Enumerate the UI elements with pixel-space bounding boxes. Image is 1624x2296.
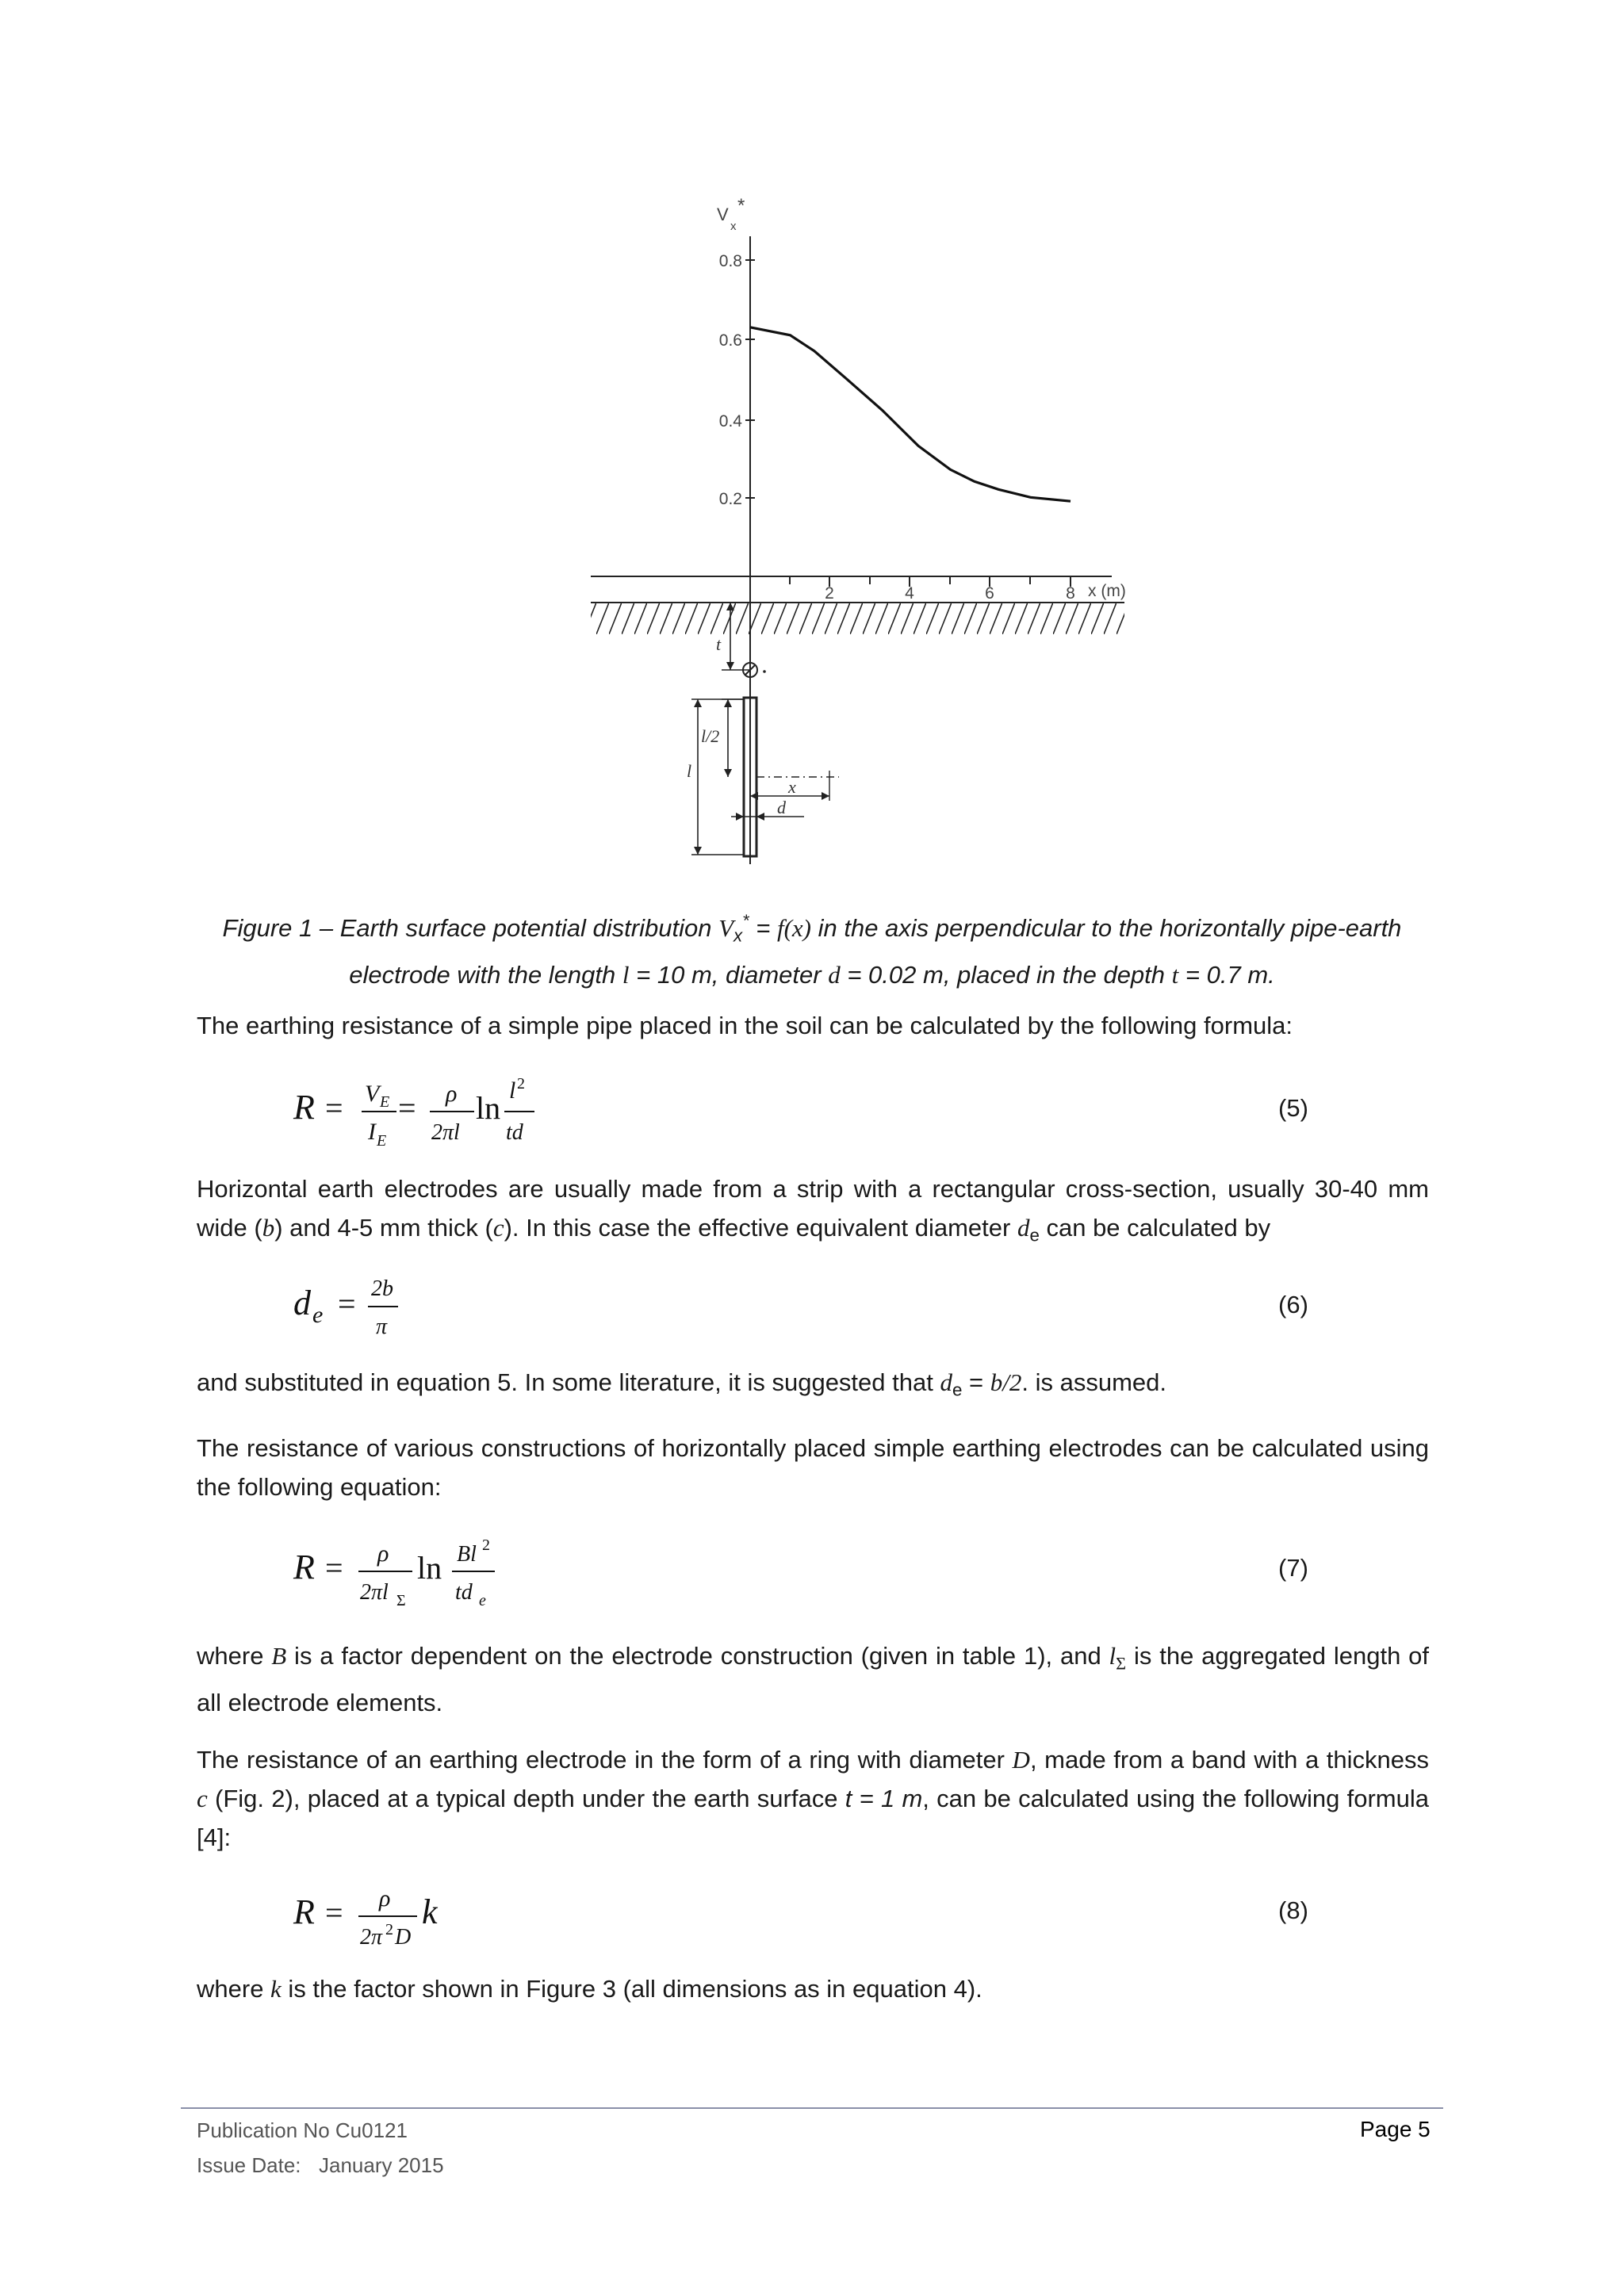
center-dot — [763, 670, 766, 673]
y-axis-label: V — [717, 205, 729, 224]
svg-text:td: td — [455, 1580, 473, 1605]
svg-text:E: E — [377, 1132, 387, 1150]
y-tick-label: 0.2 — [718, 490, 742, 508]
footer-issue-date: January 2015 — [319, 2153, 444, 2177]
svg-text:E: E — [380, 1093, 390, 1111]
potential-curve — [750, 327, 1071, 501]
half-length-arrow — [724, 699, 732, 707]
svg-text:l: l — [509, 1077, 516, 1104]
equation-7-number: (7) — [1278, 1554, 1308, 1582]
y-tick-label: 0.6 — [718, 331, 742, 350]
svg-text:Σ: Σ — [396, 1592, 406, 1609]
x-tick-label: 6 — [985, 584, 994, 603]
paragraph-6: The resistance of an earthing electrode in the form of a ring with diameter D, made from a band with a thickness c (Fig. 2), placed at a typical depth under the earth surface t = 1 m, can be calculated using the following formula [4]: — [197, 1746, 1429, 1851]
svg-text:td: td — [506, 1120, 523, 1145]
svg-text:k: k — [422, 1892, 438, 1931]
svg-text:V: V — [365, 1081, 380, 1107]
equation-8-number: (8) — [1278, 1896, 1308, 1924]
svg-text:=: = — [325, 1550, 343, 1586]
y-axis-label-sub: x — [730, 220, 737, 233]
svg-text:2: 2 — [517, 1075, 525, 1093]
dim-half-l-label: l/2 — [701, 726, 720, 746]
footer-rule — [181, 2107, 1443, 2109]
paragraph-1: The earthing resistance of a simple pipe placed in the soil can be calculated by the following formula: — [197, 1012, 1293, 1039]
footer-issue-label: Issue Date: — [197, 2153, 301, 2177]
svg-text:=: = — [398, 1090, 416, 1126]
svg-text:π: π — [376, 1314, 388, 1339]
svg-text:2: 2 — [385, 1921, 393, 1938]
svg-text:R: R — [293, 1548, 315, 1586]
svg-text:D: D — [395, 1925, 412, 1950]
length-arrow — [694, 847, 702, 855]
y-tick-label: 0.8 — [718, 252, 742, 270]
svg-text:2πl: 2πl — [431, 1120, 460, 1145]
half-length-arrow — [724, 769, 732, 777]
dim-x-label: x — [788, 777, 796, 797]
x-dim-arrow — [750, 792, 758, 800]
svg-text:2: 2 — [482, 1536, 490, 1554]
paragraph-4: The resistance of various constructions of horizontally placed simple earthing electrodes can be calculated using the following equation: — [197, 1434, 1429, 1501]
dim-l-label: l — [687, 761, 692, 781]
x-tick-label: 8 — [1066, 584, 1075, 603]
svg-text:2πl: 2πl — [360, 1580, 389, 1605]
svg-text:=: = — [325, 1090, 343, 1126]
svg-text:R: R — [293, 1892, 315, 1931]
equation-7 — [285, 1526, 523, 1613]
caption-line-1: Figure 1 – Earth surface potential distribution $V_x^* = f(x)$ in the axis perpendicular to the horizontally pipe-earth — [222, 910, 1402, 946]
page-number: Page 5 — [1360, 2117, 1431, 2141]
x-dim-arrow — [822, 792, 829, 800]
footer-publication: Publication No Cu0121 — [197, 2118, 408, 2142]
paragraph-2: Horizontal earth electrodes are usually made from a strip with a rectangular cross-section, usually 30-40 mm wide (b) and 4-5 mm thick (c). In this case the effective equivalent diameter $d_e$ can be calculated by — [197, 1175, 1429, 1246]
svg-text:Bl: Bl — [457, 1542, 477, 1567]
svg-text:R: R — [293, 1088, 315, 1127]
y-axis-label-sup: * — [737, 195, 745, 216]
equation-5 — [285, 1066, 547, 1154]
svg-text:I: I — [368, 1119, 376, 1145]
paragraph-7: where k is the factor shown in Figure 3 (all dimensions as in equation 4). — [197, 1975, 982, 2003]
dim-t-label: t — [716, 634, 722, 654]
svg-text:ρ: ρ — [446, 1081, 458, 1107]
caption-line-2: electrode with the length l = 10 m, diameter d = 0.02 m, placed in the depth t = 0.7 m. — [349, 960, 1275, 989]
x-tick-label: 4 — [905, 584, 914, 603]
equation-8 — [285, 1871, 476, 1958]
svg-text:e: e — [312, 1302, 324, 1328]
svg-text:2π: 2π — [360, 1925, 383, 1950]
figure-1 — [0, 0, 1624, 888]
figure-caption — [198, 901, 1426, 994]
svg-text:e: e — [479, 1592, 486, 1609]
svg-text:ln: ln — [476, 1090, 501, 1126]
svg-text:d: d — [293, 1284, 311, 1322]
dim-d-label: d — [777, 798, 786, 817]
equation-6 — [285, 1267, 428, 1346]
svg-text:=: = — [325, 1895, 343, 1931]
earth-hatching — [591, 603, 1124, 634]
depth-dim-arrow — [726, 662, 734, 670]
svg-text:ρ: ρ — [379, 1885, 391, 1911]
paragraph-5: where B is a factor dependent on the electrode construction (given in table 1), and $l_\Sigma$ is the aggregated length of all electrode elements. — [197, 1642, 1430, 1716]
length-arrow — [694, 699, 702, 707]
paragraph-3: and substituted in equation 5. In some literature, it is suggested that $d_e = b/2$. is assumed. — [197, 1368, 1166, 1400]
svg-text:=: = — [338, 1286, 356, 1322]
x-tick-label: 2 — [825, 584, 834, 603]
x-axis-label: x (m) — [1088, 582, 1126, 600]
equation-6-number: (6) — [1278, 1291, 1308, 1318]
svg-text:ln: ln — [417, 1550, 442, 1586]
svg-text:2b: 2b — [371, 1276, 393, 1301]
equation-5-number: (5) — [1278, 1094, 1308, 1122]
y-tick-label: 0.4 — [718, 412, 742, 430]
svg-text:ρ: ρ — [377, 1540, 389, 1567]
